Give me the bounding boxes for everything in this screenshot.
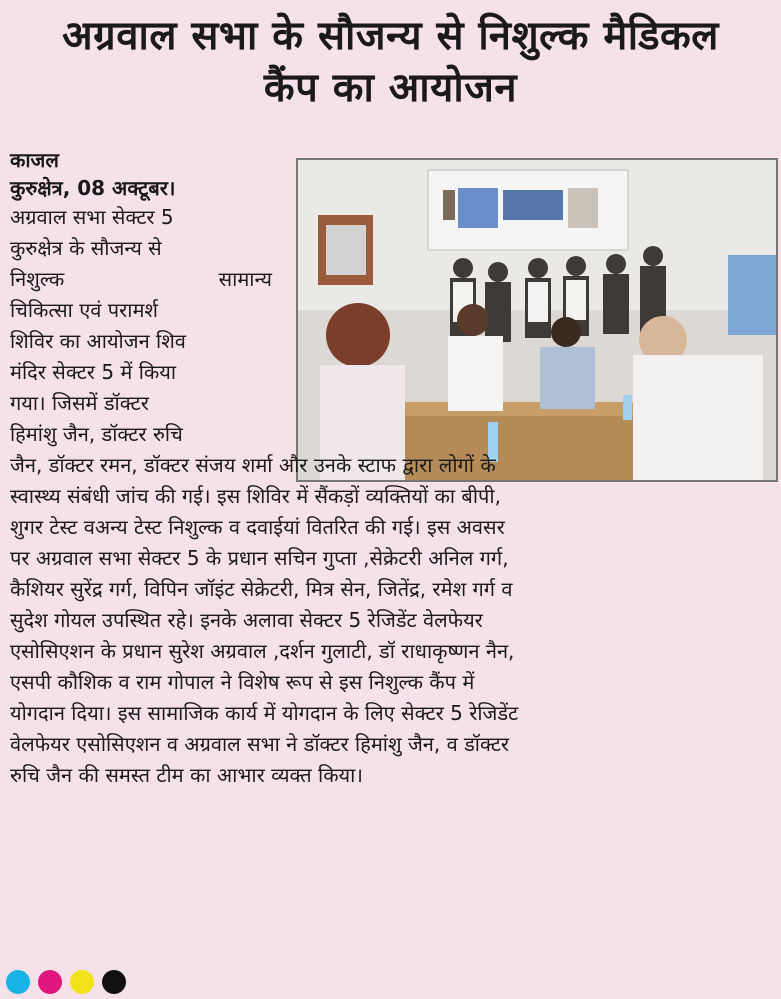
article-line: एसोसिएशन के प्रधान सुरेश अग्रवाल ,दर्शन गुलाटी, डॉ राधाकृष्णन नैन, xyxy=(10,639,515,663)
article-line: शिविर का आयोजन शिव xyxy=(10,329,186,353)
article-line: वेलफेयर एसोसिएशन व अग्रवाल सभा ने डॉक्टर हिमांशु जैन, व डॉक्टर xyxy=(10,732,510,756)
article-line: स्वास्थ्य संबंधी जांच की गई। इस शिविर में सैंकड़ों व्यक्तियों का बीपी, xyxy=(10,484,501,508)
article-line: हिमांशु जैन, डॉक्टर रुचि xyxy=(10,422,183,446)
article-body xyxy=(10,146,771,791)
article-narrow-column xyxy=(10,202,272,450)
byline: काजल xyxy=(10,148,59,172)
headline-line-1: अग्रवाल सभा के सौजन्य से निशुल्क मैडिकल xyxy=(62,13,719,59)
article-line: अग्रवाल सभा सेक्टर 5 xyxy=(10,205,174,229)
article-line: कुरुक्षेत्र के सौजन्य से xyxy=(10,236,162,260)
article-line: शुगर टेस्ट वअन्य टेस्ट निशुल्क व दवाईयां वितरित की गई। इस अवसर xyxy=(10,515,505,539)
article-line: निशुल्क सामान्य xyxy=(10,267,272,291)
article-line: चिकित्सा एवं परामर्श xyxy=(10,298,159,322)
article-line: कैशियर सुरेंद्र गर्ग, विपिन जॉइंट सेक्रेटरी, मित्र सेन, जितेंद्र, रमेश गर्ग व xyxy=(10,577,513,601)
article-line: रुचि जैन की समस्त टीम का आभार व्यक्त किया। xyxy=(10,763,363,787)
article-line: गया। जिसमें डॉक्टर xyxy=(10,391,149,415)
article-line: एसपी कौशिक व राम गोपाल ने विशेष रूप से इस निशुल्क कैंप में xyxy=(10,670,475,694)
article-line: जैन, डॉक्टर रमन, डॉक्टर संजय शर्मा और उनके स्टाफ द्वारा लोगों के xyxy=(10,453,496,477)
cyan-mark xyxy=(6,970,30,994)
print-registration-marks xyxy=(6,970,126,994)
yellow-mark xyxy=(70,970,94,994)
article-line: मंदिर सेक्टर 5 में किया xyxy=(10,360,177,384)
dateline: कुरुक्षेत्र, 08 अक्टूबर। xyxy=(10,176,176,200)
article-line: योगदान दिया। इस सामाजिक कार्य में योगदान के लिए सेक्टर 5 रेजिडेंट xyxy=(10,701,519,725)
magenta-mark xyxy=(38,970,62,994)
headline-line-2: कैंप का आयोजन xyxy=(263,65,518,111)
article-line: सुदेश गोयल उपस्थित रहे। इनके अलावा सेक्टर 5 रेजिडेंट वेलफेयर xyxy=(10,608,483,632)
article-full-width xyxy=(10,450,771,791)
headline xyxy=(10,10,771,114)
black-mark xyxy=(102,970,126,994)
article-line: पर अग्रवाल सभा सेक्टर 5 के प्रधान सचिन गुप्ता ,सेक्रेटरी अनिल गर्ग, xyxy=(10,546,509,570)
